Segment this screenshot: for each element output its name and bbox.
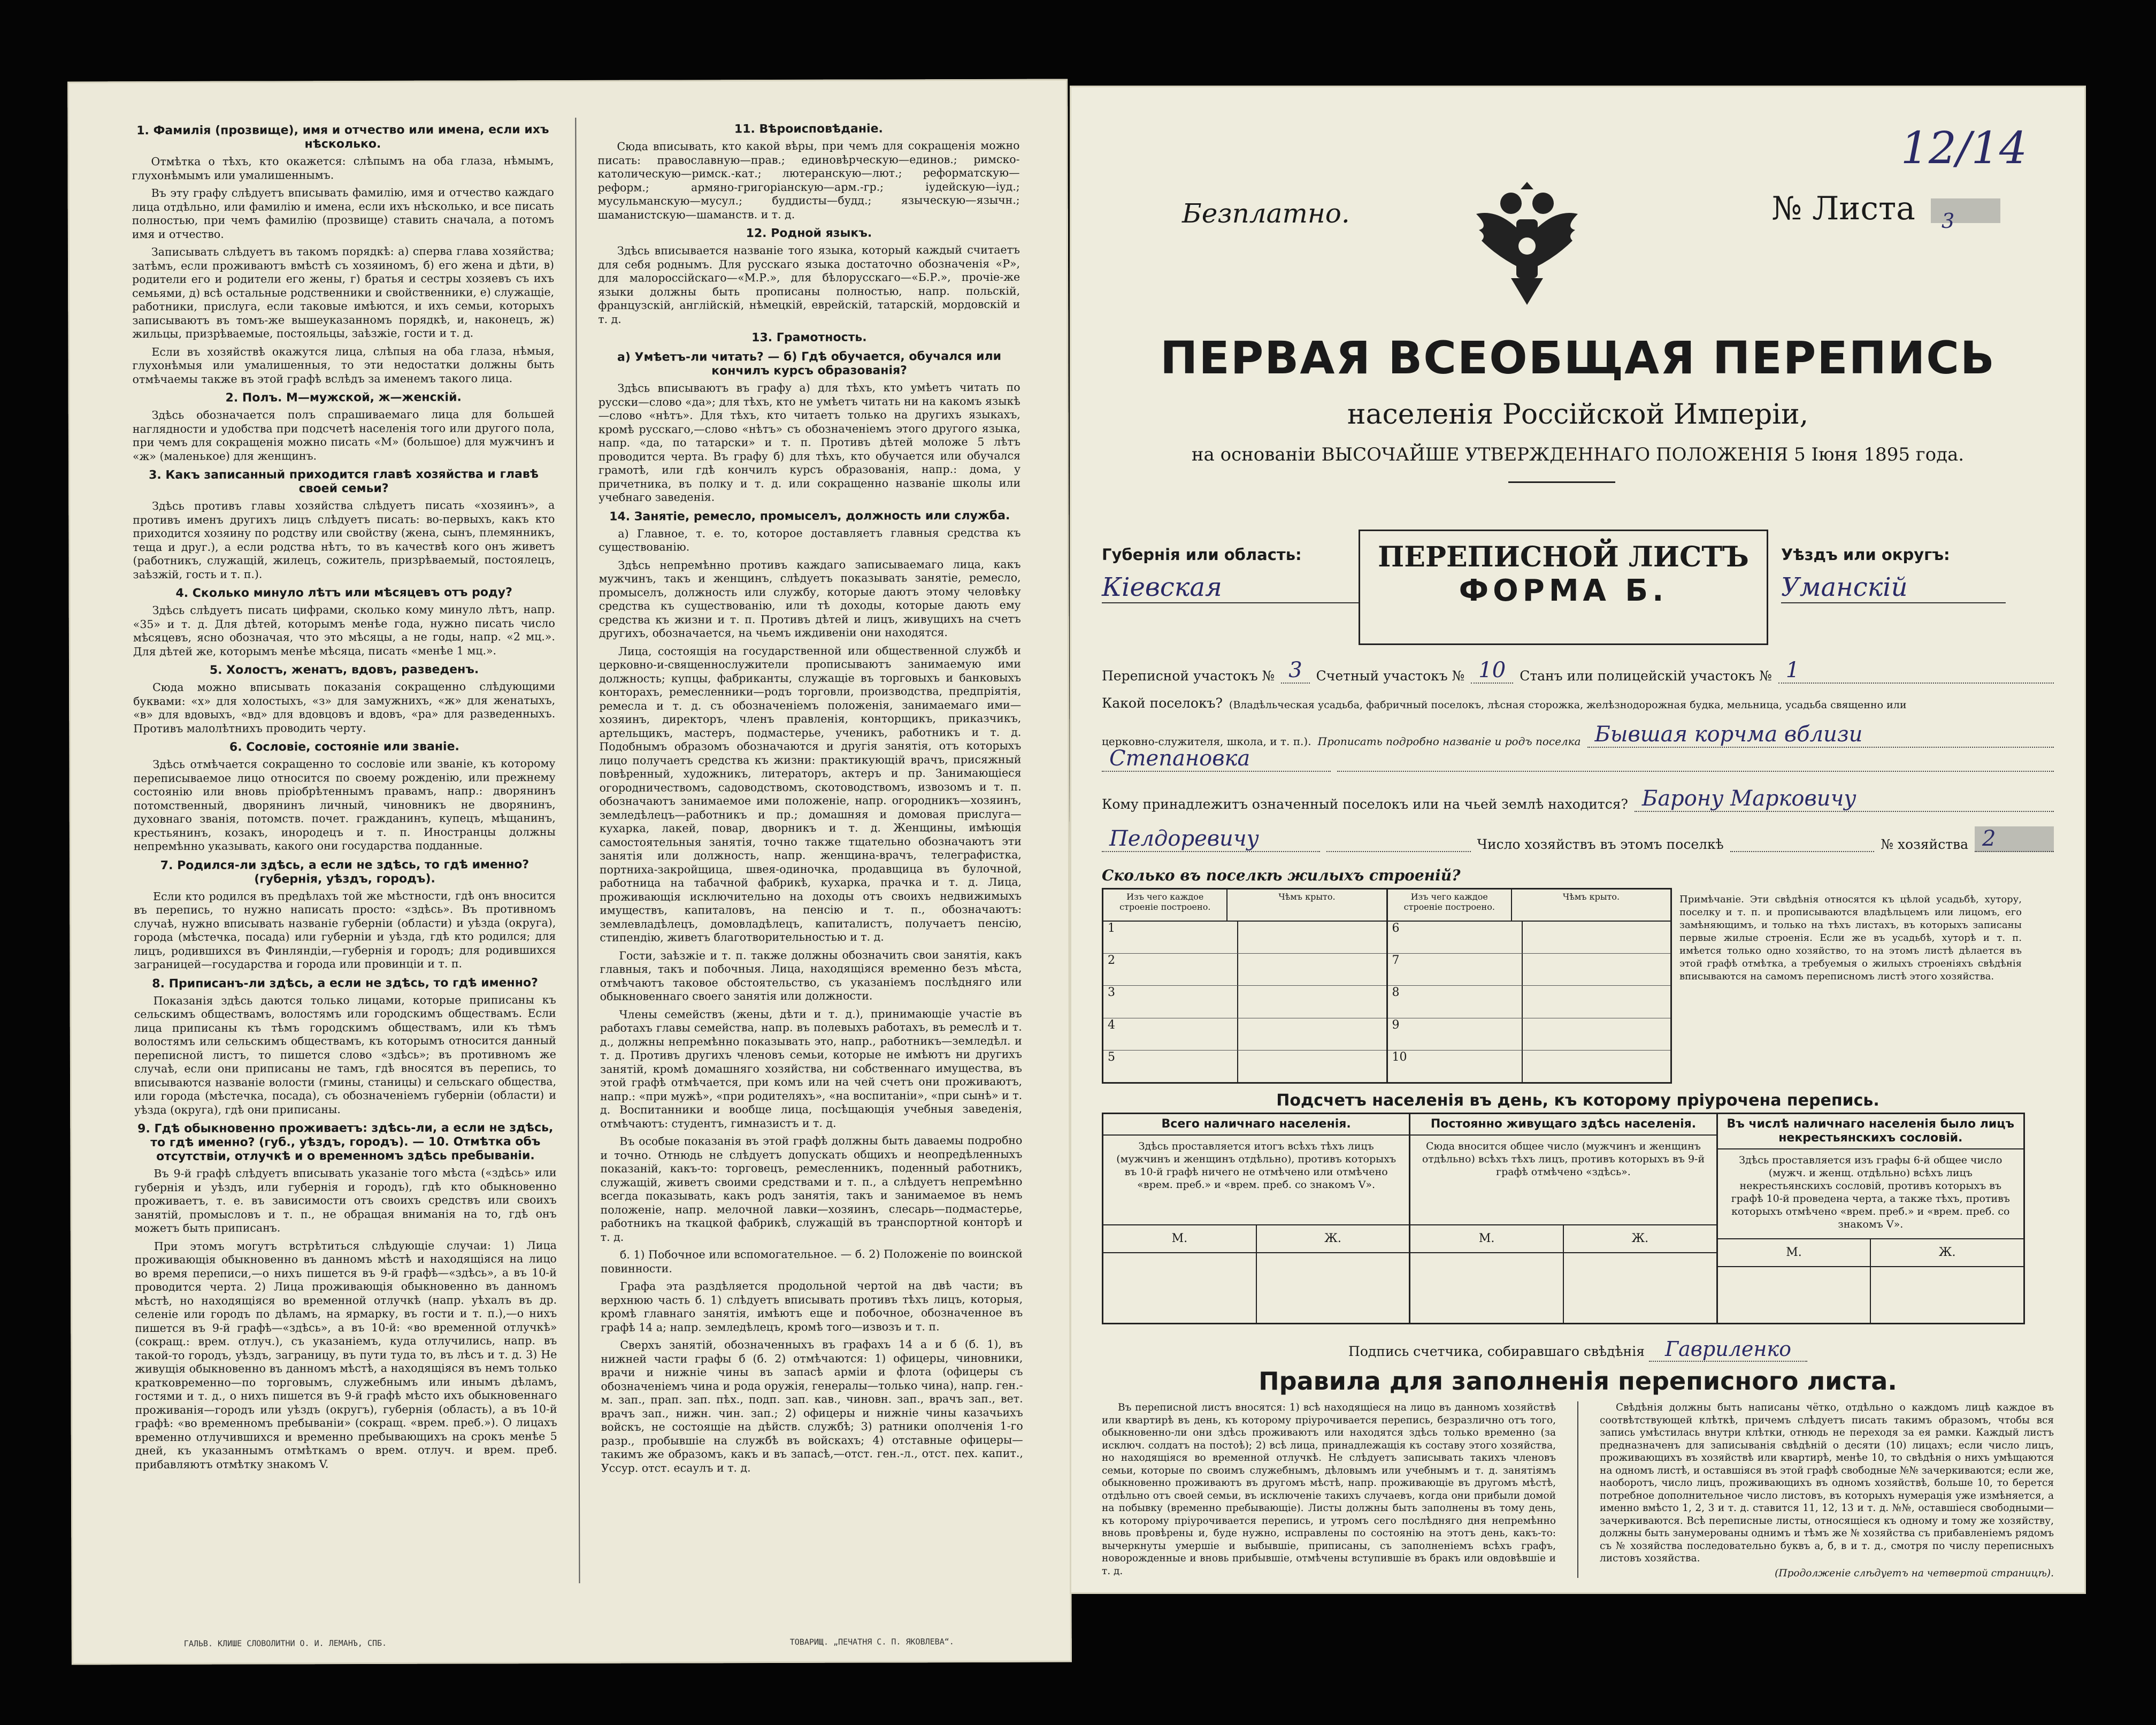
rules-paragraph: Въ переписной листъ вносятся: 1) всѣ находящіеся на лицо въ данномъ хозяйствѣ или квартирѣ въ день, къ которому пріурочивается перепись, безразлично отъ того, обыкновенно-ли они здѣсь проживаютъ или находятся здѣсь только временно (за исключ. солдатъ на постоѣ); 2) всѣ лица, принадлежащія къ составу этого хозяйства, но находящіяся во временной отлучкѣ. Не слѣдуетъ записывать такихъ членовъ семьи, которые по своимъ служебнымъ, дѣловымъ или учебнымъ и т. д. занятіямъ обыкновенно проживаютъ въ другомъ мѣстѣ, напр. проживающіе въ другомъ мѣстѣ, отдѣльно отъ своей семьи, въ исключеніе такихъ случаевъ, когда они прибыли домой на побывку (временно пребывающіе). Листы должны быть заполнены въ тому день, къ которому пріурочивается перепись, и утромъ сего послѣдняго дня непремѣнно вновь провѣрены и, буде нужно, исправлены по состоянію на этотъ день, какъ-то: вычеркнуты умершіе и выбывшіе, приписаны, съ заполненіемъ всѣхъ графъ, новорожденные и вновь прибывшіе, отмѣчены вступившіе въ бракъ или овдовѣвшіе и т. д.: [1102, 1402, 1556, 1577]
settlement-line: [1102, 695, 2054, 711]
dwelling-roof-cell: [1238, 1051, 1386, 1082]
sex-header-row: [1103, 1224, 1409, 1252]
dwellings-title: Сколько въ поселкѣ жилыхъ строеній?: [1102, 867, 1461, 884]
dwelling-row-number: 2: [1108, 954, 1115, 968]
blank-line: [1326, 851, 1471, 852]
dwelling-row: [1103, 954, 1386, 986]
dwelling-material-cell: [1124, 922, 1238, 953]
household-number-value: 2: [1975, 826, 2054, 852]
dwelling-material-cell: [1408, 986, 1523, 1017]
female-count-cell: [1257, 1253, 1409, 1323]
dwelling-material-cell: [1124, 1051, 1238, 1082]
dwellings-header-material: Изъ чего каждое строеніе построено.: [1103, 890, 1227, 921]
male-header: М.: [1718, 1239, 1871, 1266]
dwelling-roof-cell: [1238, 922, 1386, 953]
instruction-paragraph: Здѣсь противъ главы хозяйства слѣдуетъ писать «хозяинъ», а противъ именъ другихъ лицъ слѣдуетъ писать: во-первыхъ, какъ кто приходится хозяину по родству или свойству (жена, сынъ, племянникъ, теща и друг.), а если родства нѣтъ, то въ качествѣ кого онъ живетъ (работникъ, служащій, жилецъ, сожитель, призрѣваемый, постоялецъ, заѣзжій, гость и т. п.).: [133, 499, 555, 581]
dwelling-row: [1388, 954, 1671, 986]
dwelling-row: [1388, 986, 1671, 1018]
dwelling-row: [1103, 1051, 1386, 1082]
population-count-column: [1718, 1114, 2023, 1323]
sheet-number-caption: № Листа: [1771, 190, 1915, 227]
instruction-paragraph: Сюда вписывать, кто какой вѣры, при чемъ для сокращенія можно писать: православную—прав.; единовѣрческую—единов.; римско-католическую—римск.-кат.; лютеранскую—лют.; реформатскую—реформ.; армяно-григоріанскую—арм.-гр.; іудейскую—іуд.; мусульманскую—мусул.; буддисты—будд.; языческую—язычн.; шаманистскую—шаманств. и т. д.: [597, 139, 1020, 221]
instruction-heading: 1. Фамилія (прозвище), имя и отчество или имена, если ихъ нѣсколько.: [136, 123, 549, 151]
dwelling-material-cell: [1408, 1018, 1523, 1050]
instruction-paragraph: При этомъ могутъ встрѣтиться слѣдующіе случаи: 1) Лица проживающія обыкновенно въ данномъ мѣстѣ и находящіяся на лицо во время переписи,—о нихъ пишется въ 9-й графѣ—«здѣсь», а въ 10-й проводится черта. 2) Лица проживающія обыкновенно въ данномъ мѣстѣ, но находящіяся во временной отлучкѣ (напр. уѣхалъ въ др. селеніе или городъ по дѣламъ, на ярмарку, въ гости и т. п.),—о нихъ пишется въ 9-й графѣ—«здѣсь», а въ 10-й: «во временной отлучкѣ» (сокращ.: врем. отлуч.), съ указаніемъ, куда отлучились, напр. въ такой-то городъ, уѣздъ, заграницу, въ пути туда то, въ лѣсъ и т. д. 3) Не живущія обыкновенно въ данномъ мѣстѣ, а находящіяся въ немъ только кратковременно—по торговымъ, служебнымъ или инымъ дѣламъ, гостями и т. д., о нихъ пишется въ 9-й графѣ мѣсто ихъ обыкновеннаго проживанія—городъ или уѣздъ (округъ), губернія (область), а въ 10-й графѣ: «во временномъ пребываніи» (сокращ. «врем. преб.»). О лицахъ временно отлучившихся и временно пребывающихъ на срокъ менѣе 5 дней, къ указаннымъ отмѣткамъ о врем. отлуч. и врем. преб. прибавляютъ отмѣтку знакомъ V.: [134, 1238, 557, 1471]
rules-column-right: [1600, 1401, 2054, 1578]
instruction-paragraph: Здѣсь вписывается названіе того языка, который каждый считаетъ для себя роднымъ. Для русскаго языка достаточно обозначенія «Р», для малороссійскаго—«М.Р.», для бѣлорусскаго—«Б.Р.», прочіе-же языки должны быть прописаны полностью, напр. польскій, французскій, англійскій, нѣмецкій, еврейскій, татарскій, мордовскій и т. д.: [597, 243, 1021, 326]
census-form-sheet: [1070, 86, 2086, 1594]
dwelling-material-cell: [1408, 1051, 1523, 1082]
dwelling-roof-cell: [1238, 986, 1386, 1017]
population-count-header: Въ числѣ наличнаго населенія было лицъ некрестьянскихъ сословій.: [1718, 1114, 2023, 1149]
instruction-heading: 9. Гдѣ обыкновенно проживаетъ: здѣсь-ли, а если не здѣсь, то гдѣ именно? (губ., уѣздъ, городъ). — 10. Отмѣтка объ отсутствіи, отлучкѣ и о временномъ здѣсь пребываніи.: [137, 1121, 554, 1164]
dwelling-row: [1388, 1018, 1671, 1051]
owner-label: Кому принадлежитъ означенный поселокъ или на чьей землѣ находится?: [1102, 796, 1628, 812]
settlement-value-line: [1102, 746, 2054, 772]
free-label: Безплатно.: [1182, 198, 1350, 229]
instruction-paragraph: Въ эту графу слѣдуетъ вписывать фамилію, имя и отчество каждаго лица отдѣльно, или фамилію и имена, если ихъ нѣсколько, и все писать полностью, при чемъ фамилію (прозвище) ставить сначала, а потомъ имя и отчество.: [132, 186, 554, 241]
rules-column-left: [1102, 1401, 1556, 1578]
female-count-cell: [1871, 1267, 2023, 1323]
dwellings-header-roof: Чѣмъ крыто.: [1278, 892, 1336, 902]
instruction-heading: 4. Сколько минуло лѣтъ или мѣсяцевъ отъ роду?: [175, 586, 512, 600]
instruction-heading: 8. Приписанъ-ли здѣсь, а если не здѣсь, то гдѣ именно?: [152, 976, 538, 991]
instruction-paragraph: Здѣсь отмѣчается сокращенно то сословіе или званіе, къ которому переписываемое лицо относится по своему рожденію, или прежнему состоянію или вновь пріобрѣтеннымъ правамъ, напр.: дворянинъ потомственный, дворянинъ личный, чиновникъ не дворянинъ, духовнаго званія, потомств. почет. гражданинъ, купецъ, мѣщанинъ, крестьянинъ, козакъ, инородецъ и т. п. Иностранцы должны непремѣнно указывать, какого они государства подданные.: [133, 757, 556, 853]
census-section-value: 3: [1281, 658, 1309, 684]
instruction-heading: 5. Холостъ, женатъ, вдовъ, разведенъ.: [209, 663, 479, 677]
household-number-label: № хозяйства: [1881, 837, 1969, 852]
dwelling-row-number: 3: [1108, 986, 1115, 1000]
male-header: М.: [1410, 1225, 1564, 1252]
dwelling-material-cell: [1408, 922, 1523, 953]
instruction-heading: 2. Полъ. М—мужской, ж—женскій.: [225, 390, 462, 405]
dwelling-row-number: 10: [1392, 1050, 1407, 1064]
rules-title: Правила для заполненія переписного листа.: [1259, 1367, 1897, 1396]
dwelling-roof-cell: [1523, 986, 1670, 1017]
population-count-column: [1410, 1114, 1717, 1323]
dwelling-row-number: 1: [1108, 922, 1115, 935]
sheet-number-label: [1771, 190, 2000, 233]
male-count-cell: [1718, 1267, 1871, 1323]
dwellings-table-left: [1103, 890, 1388, 1082]
male-count-cell: [1103, 1253, 1257, 1323]
dwelling-roof-cell: [1523, 1051, 1670, 1082]
female-header: Ж.: [1631, 1232, 1649, 1245]
police-section-label: Станъ или полицейскій участокъ №: [1520, 668, 1772, 684]
rules-text: [1102, 1401, 2054, 1578]
households-count-label: Число хозяйствъ въ этомъ поселкѣ: [1477, 837, 1724, 852]
police-section-value: 1: [1778, 658, 2054, 684]
instruction-paragraph: Въ 9-й графѣ слѣдуетъ вписывать указаніе того мѣста («здѣсь» или губернія и уѣздъ, или губернія и городъ), гдѣ кто обыкновенно проживаетъ, т. е. въ зависимости отъ своихъ средствъ или своихъ занятій, промысловъ и т. п., не обращая вниманія на то, гдѣ онъ можетъ быть приписанъ.: [134, 1166, 557, 1235]
dwelling-row: [1103, 922, 1386, 954]
instruction-paragraph: Здѣсь непремѣнно противъ каждаго записываемаго лица, какъ мужчинъ, такъ и женщинъ, слѣдуетъ показывать занятіе, ремесло, промыселъ, должность или службу, которые даютъ этому человѣку средства къ существованію, или тѣ доходы, которые дають ему средства къ жизни и т. п. Противъ дѣтей и лицъ, живущихъ на счетъ другихъ, обозначается, на чьемъ иждивеніи они находятся.: [599, 557, 1021, 640]
instruction-paragraph: б. 1) Побочное или вспомогательное. — б. 2) Положеніе по воинской повинности.: [600, 1247, 1023, 1275]
dwelling-row: [1103, 986, 1386, 1018]
dwelling-row: [1388, 922, 1671, 954]
settlement-value: Бывшая корчма вблизи: [1587, 722, 2054, 748]
population-count-description: Здѣсь проставляется итогъ всѣхъ тѣхъ лицъ (мужчинъ и женщинъ отдѣльно), противъ которыхъ въ 10-й графѣ ничего не отмѣчено или отмѣчено «врем. преб.» и «врем. преб. со знакомъ V».: [1116, 1140, 1397, 1191]
column-divider: [575, 118, 580, 1583]
instruction-paragraph: Сверхъ занятій, обозначенныхъ въ графахъ 14 а и б (б. 1), въ нижней части графы б (б. 2) отмѣчаются: 1) офицеры, чиновники, врачи и нижніе чины въ запасѣ арміи и флота (офицеры съ обозначеніемъ чина и рода оружія, генералы—только чина), напр. ген.-м. зап., прап. зап. пѣх., подп. зап. кав., чиновн. зап., врачъ зап., вет. врачъ зап., нижн. чин. зап.; 2) офицеры и нижніе чины казачьихъ войскъ, не состоящіе на дѣйств. службѣ; 3) ратники ополченія 1-го разр., пробывшіе на службѣ въ войскахъ; 4) отставные офицеры—такимъ же образомъ, какъ и въ запасѣ,—отст. ген.-л., отст. пех. капит., Уссур. отст. есаулъ и т. д.: [601, 1337, 1023, 1475]
signature-value: Гавриленко: [1649, 1337, 1807, 1362]
dwelling-material-cell: [1124, 986, 1238, 1017]
count-entry-row: [1103, 1252, 1409, 1323]
blank-line: [1337, 771, 2054, 772]
instruction-paragraph: Графа эта раздѣляется продольной чертой на двѣ части; въ верхнюю часть б. 1) слѣдуетъ вписывать противъ тѣхъ лицъ, которыя, кромѣ главнаго занятія, имѣютъ еще и побочное, обозначенное въ графѣ 14 а; напр. земледѣлецъ, кромѣ того—извозъ и т. п.: [601, 1278, 1023, 1334]
dwelling-roof-cell: [1238, 954, 1386, 985]
instruction-heading: 14. Занятіе, ремесло, промыселъ, должность или служба.: [609, 509, 1010, 524]
instructions-column-2: [597, 117, 1023, 1583]
imperial-eagle-emblem-icon: [1466, 177, 1589, 316]
male-count-cell: [1410, 1253, 1564, 1323]
dwelling-row-number: 7: [1392, 954, 1400, 968]
dwelling-row-number: 4: [1108, 1018, 1115, 1032]
instruction-paragraph: Если кто родился въ предѣлахъ той же мѣстности, гдѣ онъ вносится въ перепись, то нужно написать просто: «здѣсь». Въ противномъ случаѣ, нужно вписывать названіе губерніи (области) и уѣзда (округа), города (мѣстечка, посада) или губерніи и уѣзда, гдѣ кто родился; для лицъ, родившихся въ Финляндіи,—губернія и городъ; для родившихся заграницей—государства и города или провинціи и т. п.: [134, 888, 556, 971]
count-entry-row: [1410, 1252, 1716, 1323]
enumerator-signature-line: [1070, 1337, 2086, 1361]
population-count-title: Подсчетъ населенія въ день, къ которому пріурочена перепись.: [1276, 1091, 1879, 1110]
dwelling-row-number: 6: [1392, 922, 1400, 935]
owner-line: [1102, 786, 2054, 812]
settlement-detail-label: Прописать подробно названіе и родъ поселка: [1317, 735, 1581, 748]
form-title: ПЕРЕПИСНОЙ ЛИСТЪ: [1378, 541, 1749, 573]
population-count-header: Всего наличнаго населенія.: [1103, 1114, 1409, 1136]
dwelling-row-number: 9: [1392, 1018, 1400, 1032]
instruction-paragraph: Здѣсь обозначается полъ спрашиваемаго лица для большей наглядности и удобства при подсчетѣ населенія того или другого пола, при чемъ для сокращенія можно писать «М» (большое) для мужчинъ и «ж» (маленькое) для женщинъ.: [132, 408, 555, 463]
district-label: Уѣздъ или округъ:: [1781, 546, 1950, 564]
dwelling-roof-cell: [1523, 954, 1670, 985]
instruction-paragraph: Сюда можно вписывать показанія сокращенно слѣдующими буквами: «х» для холостыхъ, «з» для замужнихъ, «ж» для женатыхъ, «в» для вдовыхъ, «вд» для вдовцовъ и вдовъ, «ра» для разведенныхъ. Противъ малолѣтнихъ проводить черту.: [133, 680, 556, 735]
instruction-heading: 3. Какъ записанный приходится главѣ хозяйства и главѣ своей семьи?: [149, 467, 539, 496]
settlement-hint: (Владѣльческая усадьба, фабричный поселокъ, лѣсная сторожка, желѣзнодорожная будка, мельница, усадьба священно или: [1229, 699, 1907, 711]
district-value: Уманскій: [1781, 572, 2006, 603]
dwellings-table-right: [1388, 890, 1671, 1082]
dwellings-header: [1388, 890, 1671, 922]
instruction-heading: 13. Грамотность.: [751, 331, 867, 345]
female-count-cell: [1564, 1253, 1716, 1323]
province-value: Кіевская: [1102, 572, 1359, 603]
column-divider: [1577, 1401, 1578, 1578]
sheet-number-value: 3: [1942, 209, 1955, 233]
instruction-paragraph: Показанія здѣсь даются только лицами, которые приписаны къ сельскимъ обществамъ, волостямъ или городскимъ обществамъ. Если лица приписаны къ тѣмъ городскимъ обществамъ, или къ тѣмъ волостямъ или сельскимъ обществамъ, къ которымъ относится данный переписной листъ, то пишется слово «здѣсь»; въ противномъ же случаѣ, если они приписаны не тамъ, гдѣ вносятся въ перепись, то вписываются названіе волости (гмины, станицы) и сельскаго общества, или города (мѣстечка, посада), съ обозначеніемъ губерніи (области) и уѣзда (округа), гдѣ они приписаны.: [134, 993, 557, 1116]
dwellings-header: [1103, 890, 1386, 922]
dwellings-note: Примѣчаніе. Эти свѣдѣнія относятся къ цѣлой усадьбѣ, хутору, поселку и т. п. и прописываются владѣльцемъ или лицомъ, его замѣняющимъ, и только на тѣхъ листахъ, въ которыхъ записаны первые жилые строенія. Если же въ усадьбѣ, хуторѣ и т. п. имѣется только одно хозяйство, то на этомъ листѣ дѣлается въ этой графѣ отмѣтка, а требуемыя о жилыхъ строеніяхъ свѣдѣнія вписываются на самомъ переписномъ листѣ этого хозяйства.: [1679, 894, 2022, 982]
dwellings-table: [1102, 888, 1672, 1084]
instruction-paragraph: Лица, состоящія на государственной или общественной службѣ и церковно-и-священнослужители прописываютъ занимаемую ими должность; купцы, фабриканты, служащіе въ торговыхъ и банковыхъ конторахъ, ремесленники—родъ торговли, производства, предпріятія, ремесла и т. д. съ обозначеніемъ положенія, занимаемаго ими—хозяинъ, директоръ, членъ правленія, конторщикъ, приказчикъ, артельщикъ, мастеръ, подмастерье, ученикъ, работникъ и т. д. Подобнымъ образомъ обозначаются и другія занятія, отъ которыхъ лицо получаетъ средства къ жизни: практикующій врачъ, присяжный повѣренный, художникъ, литераторъ, актеръ и пр. Занимающіеся огородничествомъ, садоводствомъ, скотоводствомъ, извозомъ и т. п. обозначаютъ занимаемое ими положеніе, напр. огородникъ—хозяинъ, земледѣлецъ—работникъ и пр.; домашняя и домовая прислуга—кухарка, лакей, повар, дворникъ и т. д. Женщины, имѣющія самостоятельныя занятія, точно также тщательно обозначаютъ эти занятія или должность, напр. женщина-врачъ, телеграфистка, портниха-закройщица, швея-одиночка, продавщица въ булочной, работница на табачной фабрикѣ, кухарка, прачка и т. д. Лица, проживающія исключительно на доходы отъ своихъ недвижимыхъ имуществъ, капиталовъ, на пенсію и т. п., обозначаютъ: землевладѣлецъ, домовладѣлецъ, капиталистъ, получаетъ пенсію, стипендію, живетъ благотворительностью и т. д.: [599, 643, 1022, 944]
instruction-paragraph: а) Главное, т. е. то, которое доставляетъ главныя средства къ существованію.: [599, 526, 1021, 554]
rules-paragraph: Свѣдѣнія должны быть написаны чётко, отдѣльно о каждомъ лицѣ каждое въ соотвѣтствующей клѣткѣ, причемъ слѣдуетъ писать такимъ образомъ, чтобы вся запись умѣстилась внутри клѣтки, отнюдь не переходя за ея рамки. Каждый листъ предназначенъ для записыванія свѣдѣній о десяти (10) лицахъ; если число лицъ, проживающихъ въ хозяйствѣ или квартирѣ, менѣе 10, то свѣдѣнія о нихъ умѣщаются на одномъ листѣ, и оставшіяся въ этой графѣ свободные №№ зачеркиваются; если же, наоборотъ, число лицъ, проживающихъ въ одномъ хозяйствѣ, больше 10, то берется потребное дополнительное число листовъ, въ которыхъ нумерація уже измѣняется, а именно вмѣсто 1, 2, 3 и т. д. ставится 11, 12, 13 и т. д. №№, оставшіеся свободными—зачеркиваются. Всѣ переписные листы, относящіеся къ одному и тому же хозяйству, должны быть занумерованы однимъ и тѣмъ же № хозяйства съ прибавленіемъ рядомъ съ № хозяйства последовательно буквъ а, б, в и т. д., смотря по числу переписныхъ листовъ хозяйства.: [1600, 1402, 2054, 1564]
settlement-label: Какой поселокъ?: [1102, 695, 1223, 711]
instruction-paragraph: Члены семействъ (жены, дѣти и т. д.), принимающіе участіе въ работахъ главы семейства, напр. въ полевыхъ работахъ, въ ремеслѣ и т. д., должны непремѣнно показывать это, напр., работникъ—земледѣл. и т. д. Противъ другихъ членовъ семьи, которые не имѣютъ ни другихъ занятій, кромѣ домашняго хозяйства, ни собственнаго имущества, въ этой графѣ отмѣчается, при комъ или на чей счетъ они проживаютъ, напр.: «при мужѣ», «при родителяхъ», «на воспитаніи», «при сынѣ» и т. д. Воспитанники и вообще лица, посѣщающія учебныя заведенія, отмѣчаютъ: студентъ, гимназистъ и т. д.: [600, 1007, 1023, 1130]
rules-continuation: (Продолженіе слѣдуетъ на четвертой страницѣ).: [1775, 1567, 2054, 1578]
dwelling-roof-cell: [1238, 1018, 1386, 1050]
population-count-column: [1103, 1114, 1410, 1323]
population-count-table: [1102, 1113, 2025, 1324]
sex-header-row: [1410, 1224, 1716, 1252]
dwellings-header-material: Изъ чего каждое строеніе построено.: [1388, 890, 1512, 921]
instruction-heading: а) Умѣетъ-ли читать? — б) Гдѣ обучается, обучался или кончилъ курсъ образованія?: [617, 349, 1002, 378]
dwelling-roof-cell: [1523, 1018, 1670, 1050]
households-line: [1102, 826, 2054, 852]
instruction-paragraph: Если въ хозяйствѣ окажутся лица, слѣпыя на оба глаза, нѣмыя, глухонѣмыя или умалишенныя, то эти недостатки должны быть отмѣчаемы также въ этой графѣ вслѣдъ за именемъ такого лица.: [132, 344, 555, 386]
dwelling-roof-cell: [1523, 922, 1670, 953]
instruction-heading: 12. Родной языкъ.: [746, 226, 872, 241]
census-basis: на основаніи ВЫСОЧАЙШЕ УТВЕРЖДЕННАГО ПОЛОЖЕНІЯ 5 Іюня 1895 года.: [1191, 444, 1965, 465]
settlement-hint-cont: церковно-служителя, школа, и т. п.).: [1102, 735, 1311, 748]
female-header: Ж.: [1938, 1246, 1956, 1259]
census-title: ПЕРВАЯ ВСЕОБЩАЯ ПЕРЕПИСЬ: [1160, 332, 1996, 384]
handwritten-sheet-number: 12/14: [1900, 123, 2027, 174]
dwelling-row-number: 5: [1108, 1050, 1115, 1064]
instruction-paragraph: Гости, заѣзжіе и т. п. также должны обозначить свои занятія, какъ главныя, такъ и побочныя. Лица, находящіяся временно безъ мѣста, отмѣчаютъ таковое обстоятельство, съ указаніемъ послѣдняго или обыкновеннаго своего занятія или должности.: [600, 948, 1022, 1003]
settlement-detail-line: [1102, 722, 2054, 748]
count-section-label: Счетный участокъ №: [1316, 668, 1465, 684]
instruction-paragraph: Здѣсь слѣдуетъ писать цифрами, сколько кому минуло лѣтъ, напр. «35» и т. д. Для дѣтей, которымъ менѣе года, нужно писать число мѣсяцевъ, ясно обозначая, что это мѣсяцы, а не годы, напр. «2 мц.». Для дѣтей же, которымъ менѣе мѣсяца, писать «менѣе 1 мц.».: [133, 603, 555, 658]
count-entry-row: [1718, 1266, 2023, 1323]
dwelling-material-cell: [1124, 1018, 1238, 1050]
census-subtitle: населенія Россійской Имперіи,: [1347, 398, 1809, 431]
female-header: Ж.: [1324, 1232, 1341, 1245]
dwelling-material-cell: [1408, 954, 1523, 985]
population-count-description: Сюда вносится общее число (мужчинъ и женщинъ отдѣльно) всѣхъ тѣхъ лицъ, противъ которыхъ въ 9-й графѣ отмѣчено «здѣсь».: [1422, 1140, 1705, 1178]
dwellings-header-roof: Чѣмъ крыто.: [1562, 892, 1620, 902]
dwelling-row: [1388, 1051, 1671, 1082]
owner-value-2: Пелдоревичу: [1102, 826, 1320, 852]
settlement-value-2: Степановка: [1102, 746, 1331, 772]
dwelling-material-cell: [1124, 954, 1238, 985]
printer-note-right: ТОВАРИЩ. „ПЕЧАТНЯ С. П. ЯКОВЛЕВА“.: [789, 1637, 954, 1647]
sex-header-row: [1718, 1238, 2023, 1266]
divider: [1508, 481, 1615, 483]
owner-value: Барону Марковичу: [1635, 786, 2054, 812]
instruction-paragraph: Здѣсь вписываютъ въ графу а) для тѣхъ, кто умѣетъ читать по русски—слово «да»; для тѣхъ, кто не умѣетъ читать ни на какомъ языкѣ—слово «нѣтъ». Для тѣхъ, кто читаетъ только на другихъ языкахъ, кромѣ русскаго,—слово «нѣтъ» съ обозначеніемъ этого другого языка, напр. «да, по татарски» и т. п. Противъ дѣтей моложе 5 лѣтъ проводится черта. Въ графу б) для тѣхъ, кто обучается или обучался грамотѣ, или гдѣ кончилъ курсъ образованія, напр.: дома, у причетника, въ полку и т. д. или сокращенно названіе школы или учебнаго заведенія.: [598, 380, 1021, 504]
instruction-heading: 11. Вѣроисповѣданіе.: [734, 122, 883, 136]
census-section-line: [1102, 658, 2054, 684]
dwelling-row-number: 8: [1392, 986, 1400, 1000]
instruction-paragraph: Въ особые показанія въ этой графѣ должны быть даваемы подробно и точно. Отнюдь не слѣдуетъ допускать общихъ и неопредѣленныхъ показаній, какъ-то: торговецъ, ремесленникъ, поденный работникъ, служащій, живетъ своими средствами и т. п., а слѣдуетъ непремѣнно всегда показывать, какъ родъ занятія, такъ и занимаемое въ немъ положеніе, напр. мелочной лавки—хозяинъ, слесарь—подмастерье, работникъ на ткацкой фабрикѣ, служащій въ транспортной конторѣ и т. д.: [600, 1133, 1023, 1244]
instructions-sheet: [67, 79, 1072, 1665]
province-label: Губернія или область:: [1102, 546, 1302, 564]
signature-label: Подпись счетчика, собиравшаго свѣдѣнія: [1348, 1344, 1645, 1359]
population-count-header: Постоянно живущаго здѣсь населенія.: [1410, 1114, 1716, 1136]
sheet-number-box: [1931, 198, 2000, 233]
households-count-value: [1730, 851, 1875, 852]
census-section-label: Переписной участокъ №: [1102, 668, 1275, 684]
population-count-description: Здѣсь проставляется изъ графы 6-й общее число (мужч. и женщ. отдѣльно) всѣхъ лицъ некрестьянскихъ сословій, противъ которыхъ въ графѣ 10-й проведена черта, а также тѣхъ, противъ которыхъ отмѣчено «врем. преб.» и «врем. преб. со знакомъ V».: [1731, 1154, 2010, 1230]
count-section-value: 10: [1471, 658, 1513, 684]
instruction-paragraph: Отмѣтка о тѣхъ, кто окажется: слѣпымъ на оба глаза, нѣмымъ, глухонѣмымъ или умалишеннымъ.: [132, 154, 554, 182]
male-header: М.: [1103, 1225, 1257, 1252]
dwelling-row: [1103, 1018, 1386, 1051]
instruction-heading: 6. Сословіе, состояніе или званіе.: [229, 740, 459, 754]
form-subtitle: ФОРМА Б.: [1459, 573, 1668, 608]
printer-note-left: ГАЛЬВ. КЛИШЕ СЛОВОЛИТНИ О. И. ЛЕМАНЪ, СПБ.: [183, 1638, 387, 1649]
form-title-box: [1359, 530, 1768, 645]
instruction-paragraph: Записывать слѣдуетъ въ такомъ порядкѣ: а) сперва глава хозяйства; затѣмъ, если проживаютъ вмѣстѣ съ хозяиномъ, б) его жена и дѣти, в) родители его и родители его жены, г) братья и сестры хозяевъ съ ихъ семьями, д) всѣ остальные родственники и свойственники, е) служащіе, работники, прислуга, если таковые имѣются, и ихъ семьи, которыхъ записываютъ въ томъ-же вышеуказанномъ порядкѣ, и, наконецъ, ж) жильцы, призрѣваемые, постояльцы, заѣзжіе, гости и т. д.: [132, 244, 555, 341]
instruction-heading: 7. Родился-ли здѣсь, а если не здѣсь, то гдѣ именно? (губернія, уѣздъ, городъ).: [160, 857, 530, 886]
instructions-column-1: [132, 118, 557, 1584]
